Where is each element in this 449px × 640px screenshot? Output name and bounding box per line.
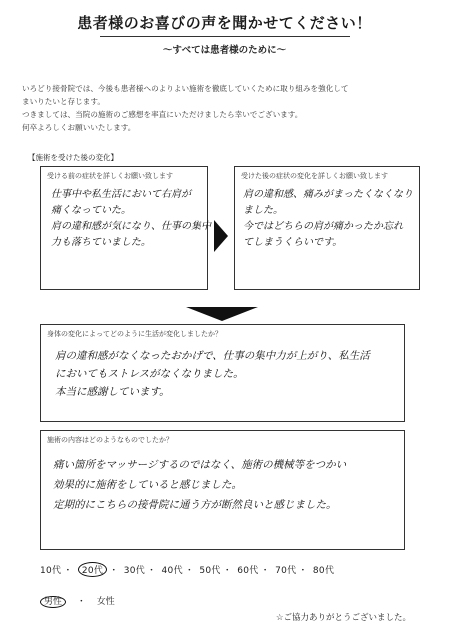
- page-title: 患者様のお喜びの声を聞かせてください！: [77, 14, 372, 32]
- before-symptoms-label: 受ける前の症状を詳しくお願い致します: [47, 172, 173, 180]
- separator: ・: [184, 566, 195, 576]
- answer-line: 痛くなっていた。: [51, 205, 131, 216]
- separator: ・: [298, 566, 308, 576]
- age-option[interactable]: 10代: [40, 566, 62, 576]
- answer-line: 肩の違和感、痛みがまったくなくなり: [243, 189, 413, 200]
- separator: ・: [63, 566, 73, 576]
- title-underline: [100, 36, 350, 37]
- answer-line: 力も落ちていました。: [51, 237, 151, 248]
- gender-option[interactable]: 女性: [96, 597, 115, 607]
- after-symptoms-box[interactable]: [234, 166, 420, 290]
- answer-line: 痛い箇所をマッサージするのではなく、施術の機械等をつかい: [53, 459, 347, 471]
- age-option[interactable]: 60代: [237, 566, 259, 576]
- treatment-content-box[interactable]: [40, 430, 405, 550]
- treatment-content-label: 施術の内容はどのようなものでしたか？: [47, 436, 173, 444]
- age-options: [40, 562, 334, 577]
- age-option[interactable]: 40代: [161, 566, 183, 576]
- answer-line: 本当に感謝しています。: [55, 386, 170, 398]
- separator: ・: [260, 566, 270, 576]
- intro-text: [22, 82, 432, 134]
- answer-line: においてもストレスがなくなりました。: [55, 368, 244, 380]
- gender-option-selected[interactable]: 男性: [40, 596, 66, 608]
- intro-line: つきましては、当院の施術のご感想を率直にいただけましたら幸いでございます。: [22, 110, 303, 119]
- answer-line: てしまうくらいです。: [243, 237, 343, 248]
- intro-line: まいりたいと存じます。: [22, 97, 105, 106]
- before-symptoms-answer: [51, 187, 211, 251]
- separator: ・: [76, 597, 86, 607]
- answer-line: 肩の違和感が気になり、仕事の集中: [51, 221, 211, 232]
- life-change-label: 身体の変化によってどのように生活が変化しましたか？: [47, 330, 222, 338]
- treatment-content-answer: [53, 455, 346, 515]
- arrow-right-icon: [214, 220, 228, 252]
- after-symptoms-label: 受けた後の症状の変化を詳しくお願い致します: [241, 172, 388, 180]
- answer-line: 仕事中や私生活において右肩が: [51, 189, 191, 200]
- gender-options: [40, 594, 115, 607]
- section-label: 【施術を受けた後の変化】: [28, 153, 118, 162]
- age-option-selected[interactable]: 20代: [78, 562, 107, 577]
- separator: ・: [109, 566, 119, 576]
- answer-line: 効果的に施術をしていると感じました。: [53, 479, 242, 491]
- answer-line: 定期的にこちらの接骨院に通う方が断然良いと感じました。: [53, 499, 337, 511]
- age-option[interactable]: 80代: [312, 566, 335, 576]
- before-symptoms-box[interactable]: [40, 166, 211, 290]
- thanks-note: ☆ご協力ありがとうございました。: [275, 613, 411, 623]
- intro-line: 何卒よろしくお願いいたします。: [22, 123, 136, 132]
- life-change-answer: [55, 347, 370, 401]
- life-change-box[interactable]: [40, 324, 405, 422]
- answer-line: 今ではどちらの肩が痛かったか忘れ: [243, 221, 403, 232]
- intro-line: いろどり接骨院では、今後も患者様へのよりよい施術を徹底していくために取り組みを強化して: [22, 84, 349, 93]
- after-symptoms-answer: [243, 187, 413, 251]
- answer-line: 肩の違和感がなくなったおかげで、仕事の集中力が上がり、私生活: [55, 350, 370, 362]
- age-option[interactable]: 30代: [123, 566, 146, 576]
- answer-line: ました。: [243, 205, 283, 216]
- age-option[interactable]: 50代: [199, 566, 221, 576]
- separator: ・: [222, 566, 233, 576]
- separator: ・: [147, 566, 157, 576]
- age-option[interactable]: 70代: [275, 566, 297, 576]
- page-subtitle: 〜すべては患者様のために〜: [162, 45, 287, 56]
- arrow-down-icon: [186, 307, 258, 321]
